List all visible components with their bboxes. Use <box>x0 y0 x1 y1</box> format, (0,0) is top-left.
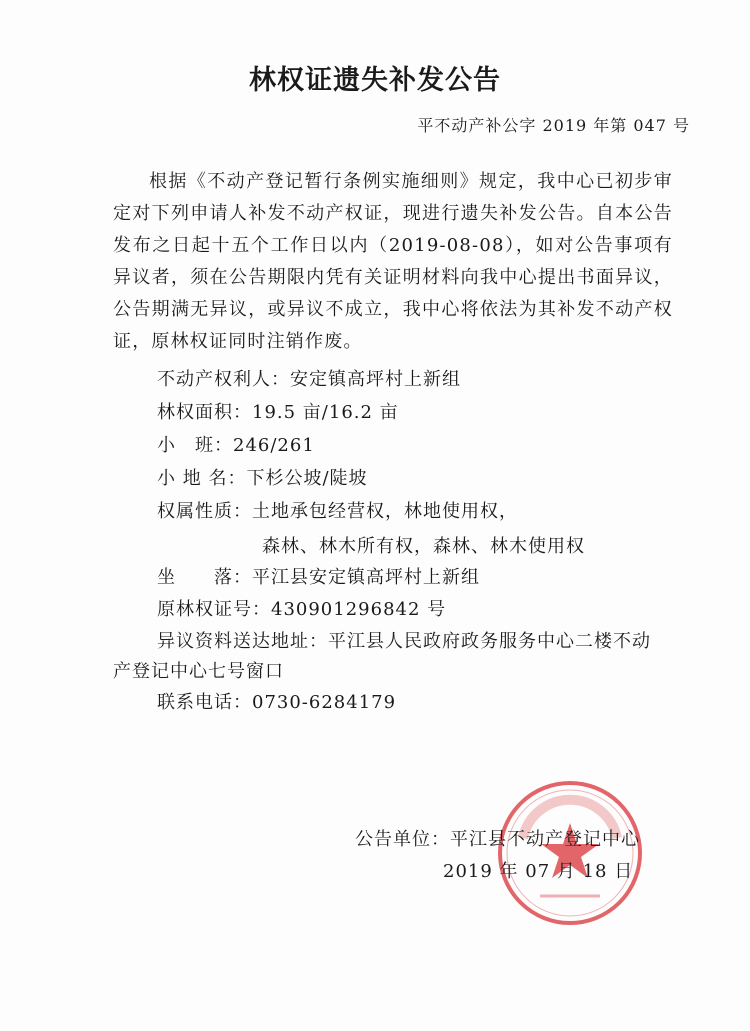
address-value-line1: 平江县人民政府政务服务中心二楼不动 <box>328 631 651 652</box>
certificate-value: 430901296842 号 <box>271 599 447 620</box>
location-row <box>157 566 480 590</box>
certificate-label: 原林权证号： <box>157 599 271 620</box>
plot-value: 246/261 <box>233 435 315 456</box>
issue-date: 2019 年 07 月 18 日 <box>443 861 634 882</box>
issuer-label: 公告单位： <box>355 829 450 850</box>
issuer-value: 平江县不动产登记中心 <box>450 829 640 850</box>
address-row <box>157 630 651 654</box>
place-name-value: 下杉公坡/陡坡 <box>246 468 368 489</box>
phone-value: 0730-6284179 <box>252 692 397 713</box>
document-number: 平不动产补公字 2019 年第 047 号 <box>417 116 690 135</box>
plot-label: 小 班： <box>157 435 233 456</box>
area-value: 19.5 亩/16.2 亩 <box>252 402 399 423</box>
owner-label: 不动产权利人： <box>157 369 290 390</box>
location-label: 坐 落： <box>157 567 252 588</box>
rights-label: 权属性质： <box>157 501 252 522</box>
address-value-line2: 产登记中心七号窗口 <box>113 661 284 682</box>
plot-row <box>157 434 315 458</box>
address-row-continued <box>113 660 284 684</box>
owner-value: 安定镇高坪村上新组 <box>290 369 461 390</box>
phone-row <box>157 691 396 715</box>
notice-body: 根据《不动产登记暂行条例实施细则》规定，我中心已初步审定对下列申请人补发不动产权证，现进行遗失补发公告。自本公告发布之日起十五个工作日以内（2019-08-08），如对公告事项有异议者，须在公告期限内凭有关证明材料向我中心提出书面异议，公告期满无异议，或异议不成立，我中心将依法为其补发不动产权证，原林权证同时注销作废。 <box>113 171 673 352</box>
rights-row <box>157 500 518 524</box>
certificate-row <box>157 598 446 622</box>
location-value: 平江县安定镇高坪村上新组 <box>252 567 480 588</box>
area-row <box>157 401 399 425</box>
phone-label: 联系电话： <box>157 692 252 713</box>
place-name-row <box>157 467 368 491</box>
official-seal-icon <box>495 778 645 928</box>
issuer-row <box>355 825 640 851</box>
rights-value-line1: 土地承包经营权，林地使用权， <box>252 501 518 522</box>
owner-row <box>157 368 461 392</box>
rights-value-line2: 森林、林木所有权，森林、林木使用权 <box>262 536 585 557</box>
address-label: 异议资料送达地址： <box>157 631 328 652</box>
notice-title: 林权证遗失补发公告 <box>249 65 501 96</box>
area-label: 林权面积： <box>157 402 252 423</box>
place-name-label: 小 地 名： <box>157 468 247 489</box>
rights-row-continued <box>262 535 585 559</box>
